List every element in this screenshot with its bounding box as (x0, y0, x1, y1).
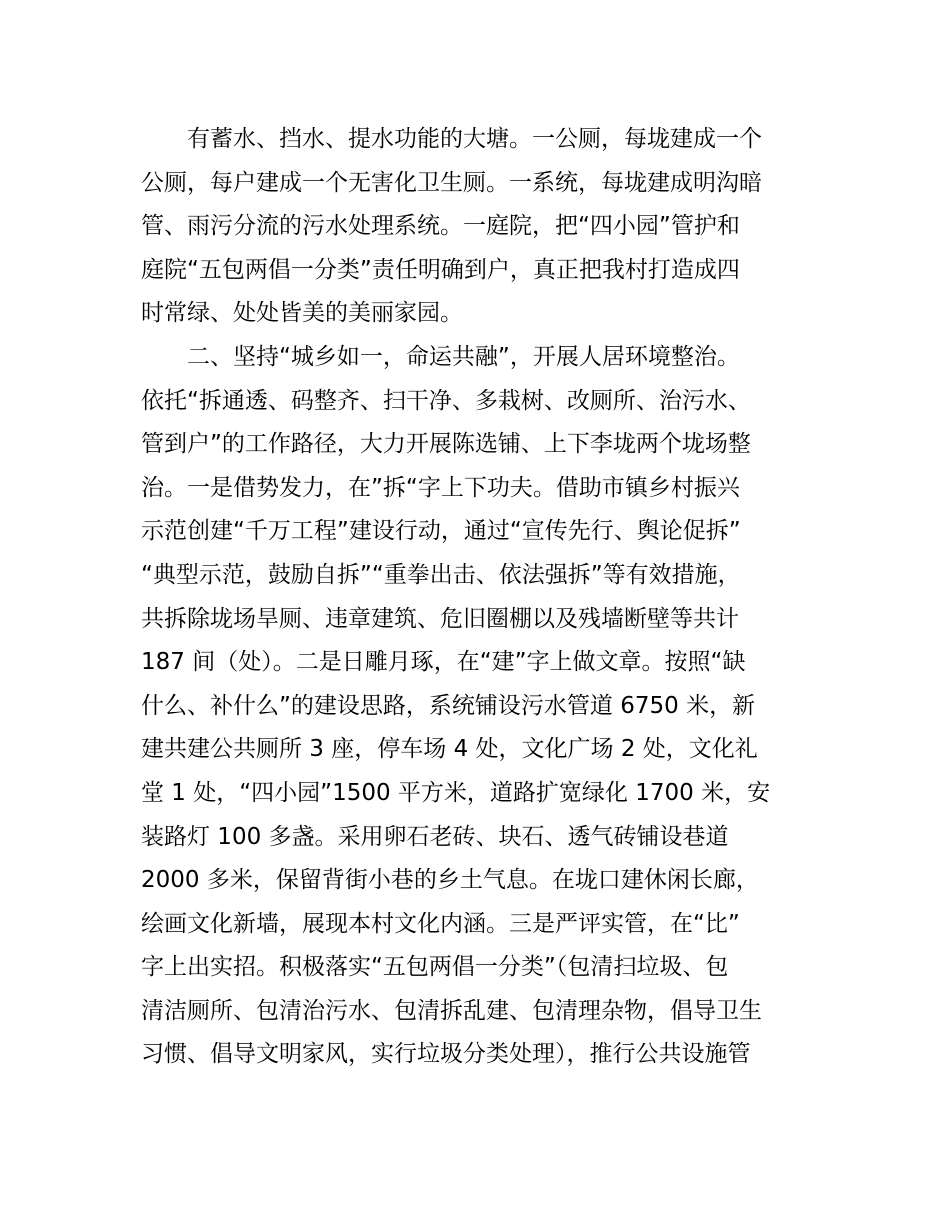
paragraph-2: 二、坚持“城乡如一，命运共融”，开展人居环境整治。 依托“拆通透、码整齐、扫干净、多栽树、改厕所、治污水、 管到户”的工作路径，大力开展陈选铺、上下李垅两个垅场整 治。一是借势发力，在”拆“字上下功夫。借助市镇乡村振兴 示范创建“千万工程”建设行动，通过“宣传先行、舆论促拆” “典型示范，鼓励自拆”“重拳出击、依法强拆”等有效措施， 共拆除垅场旱厕、违章建筑、危旧圈棚以及残墙断壁等共计 187 间（处）。二是日雕月琢，在“建”字上做文章。按照“缺 什么、补什么”的建设思路，系统铺设污水管道 6750 米，新 建共建公共厕所 3 座，停车场 4 处，文化广场 2 处，文化礼 堂 1 处，“四小园”1500 平方米，道路扩宽绿化 1700 米，安 装路灯 100 多盏。采用卵石老砖、块石、透气砖铺设巷道 2000 多米，保留背街小巷的乡土气息。在垅口建休闲长廊， 绘画文化新墙，展现本村文化内涵。三是严评实管，在“比” 字上出实招。积极落实“五包两倡一分类”（包清扫垃圾、包 清洁厕所、包清治污水、包清拆乱建、包清理杂物，倡导卫生 习惯、倡导文明家风，实行垃圾分类处理），推行公共设施管 (141, 343, 771, 1068)
paragraph-1: 有蓄水、挡水、提水功能的大塘。一公厕，每垅建成一个 公厕，每户建成一个无害化卫生厕。一系统，每垅建成明沟暗 管、雨污分流的污水处理系统。一庭院，把“四小园”管护和 庭院“五包两倡一分类”责任明确到户，真正把我村打造成四 时常绿、处处皆美的美丽家园。 (141, 126, 762, 327)
document-body (141, 118, 813, 1077)
